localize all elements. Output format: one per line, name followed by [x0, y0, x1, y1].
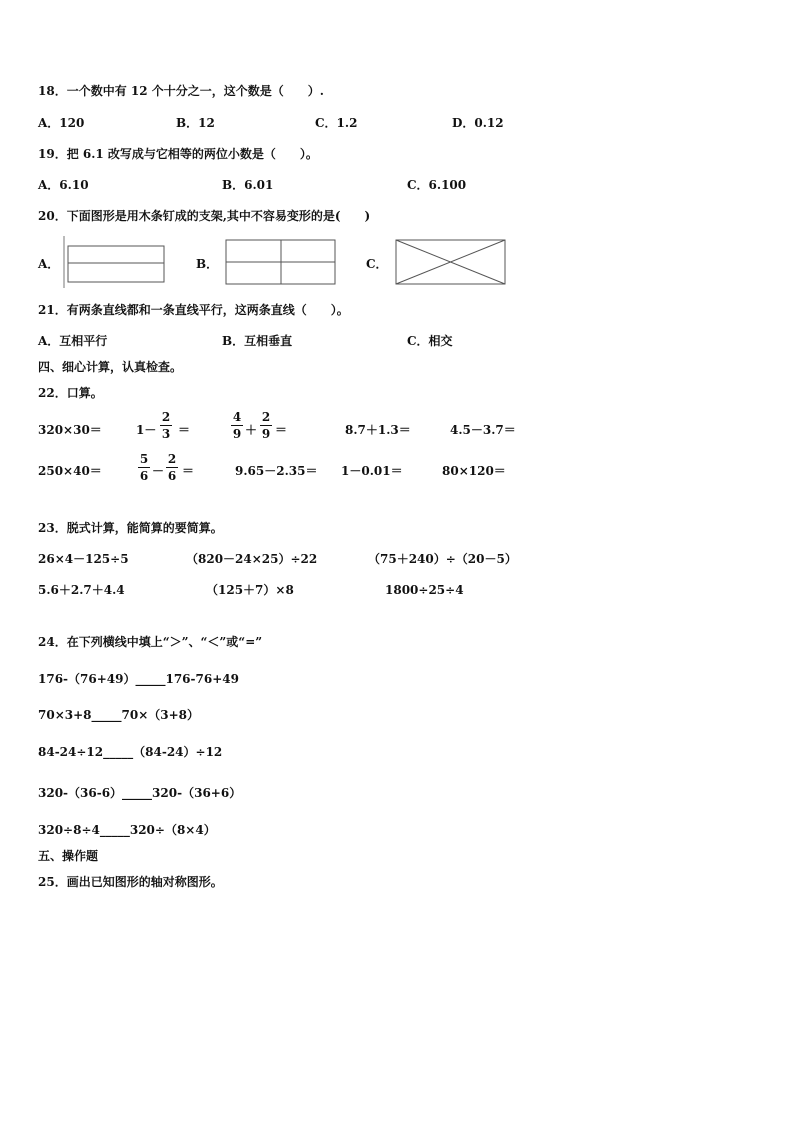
q18-option-a[interactable]: A．120 [38, 116, 85, 130]
fraction-denominator: 9 [261, 427, 271, 441]
fraction-numerator: 4 [232, 410, 242, 424]
q22-r2-e: 80×120＝ [442, 464, 506, 478]
q22-r1-b-suffix: ＝ [178, 423, 191, 437]
fraction-denominator: 6 [139, 469, 149, 483]
q22-r2-b-suffix: ＝ [182, 464, 195, 478]
q22-r1-d: 8.7＋1.3＝ [345, 423, 411, 437]
q23-r2-b: （125＋7）×8 [206, 583, 294, 597]
q20-figure-a [62, 236, 168, 288]
fraction-denominator: 9 [232, 427, 242, 441]
q19-option-a[interactable]: A．6.10 [38, 178, 89, 192]
q21-option-b[interactable]: B．互相垂直 [222, 334, 293, 348]
question-20-stem: 20．下面图形是用木条钉成的支架,其中不容易变形的是( ) [38, 209, 371, 223]
q24-item-1[interactable]: 176-（76+49）_____176-76+49 [38, 672, 239, 686]
q22-r1-c-suffix: ＝ [275, 423, 288, 437]
q19-option-c[interactable]: C．6.100 [407, 178, 467, 192]
q22-r2-a: 250×40＝ [38, 464, 102, 478]
q22-r1-c-fraction-1 [231, 410, 243, 441]
q20-figure-b [225, 238, 337, 286]
q22-r2-b-fraction-2 [166, 452, 178, 483]
q23-r1-a: 26×4－125÷5 [38, 552, 129, 566]
q22-r1-c-fraction-2 [260, 410, 272, 441]
question-23-stem: 23．脱式计算，能简算的要简算。 [38, 521, 223, 535]
q24-item-4[interactable]: 320-（36-6）_____320-（36+6） [38, 786, 242, 800]
q24-item-2[interactable]: 70×3+8_____70×（3+8） [38, 708, 200, 722]
fraction-numerator: 5 [139, 452, 149, 466]
q22-r2-d: 1－0.01＝ [341, 464, 403, 478]
fraction-numerator: 2 [167, 452, 177, 466]
q20-figure-c [395, 238, 507, 286]
q22-r2-c: 9.65－2.35＝ [235, 464, 318, 478]
q23-r2-a: 5.6＋2.7＋4.4 [38, 583, 125, 597]
question-22-stem: 22．口算。 [38, 386, 103, 400]
question-25-stem: 25．画出已知图形的轴对称图形。 [38, 875, 223, 889]
q18-option-d[interactable]: D．0.12 [452, 116, 504, 130]
q22-r2-b-fraction-1 [138, 452, 150, 483]
question-18-stem: 18．一个数中有 12 个十分之一，这个数是（ ）. [38, 84, 324, 98]
q24-item-5[interactable]: 320÷8÷4_____320÷（8×4） [38, 823, 216, 837]
q18-option-b[interactable]: B．12 [176, 116, 215, 130]
q22-r1-b-fraction [160, 410, 172, 441]
q22-r1-c-operator: ＋ [245, 423, 258, 437]
q20-option-c[interactable]: C． [366, 257, 388, 271]
q21-option-a[interactable]: A．互相平行 [38, 334, 108, 348]
question-21-stem: 21．有两条直线都和一条直线平行，这两条直线（ ）。 [38, 303, 349, 317]
fraction-numerator: 2 [261, 410, 271, 424]
section-4-heading: 四、细心计算，认真检查。 [38, 360, 183, 374]
q22-r2-b-operator: － [152, 464, 165, 478]
fraction-denominator: 6 [167, 469, 177, 483]
section-5-heading: 五、操作题 [38, 849, 99, 863]
q23-r1-b: （820－24×25）÷22 [186, 552, 318, 566]
fraction-numerator: 2 [161, 410, 171, 424]
q21-option-c[interactable]: C．相交 [407, 334, 453, 348]
q20-option-a[interactable]: A． [38, 257, 60, 271]
q20-option-b[interactable]: B． [196, 257, 219, 271]
q22-r1-e: 4.5－3.7＝ [450, 423, 516, 437]
fraction-denominator: 3 [161, 427, 171, 441]
q23-r1-c: （75＋240）÷（20－5） [368, 552, 517, 566]
q24-item-3[interactable]: 84-24÷12_____（84-24）÷12 [38, 745, 223, 759]
q18-option-c[interactable]: C．1.2 [315, 116, 358, 130]
question-19-stem: 19．把 6.1 改写成与它相等的两位小数是（ ）。 [38, 147, 318, 161]
q19-option-b[interactable]: B．6.01 [222, 178, 274, 192]
q23-r2-c: 1800÷25÷4 [385, 583, 464, 597]
q22-r1-a: 320×30＝ [38, 423, 102, 437]
q22-r1-b-prefix: 1－ [136, 423, 157, 437]
question-24-stem: 24．在下列横线中填上“＞”、“＜”或“=” [38, 635, 263, 649]
